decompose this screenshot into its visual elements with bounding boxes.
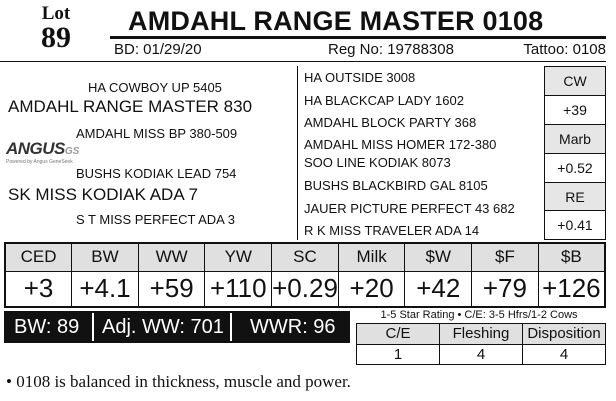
epd-value-bw: +4.1	[72, 271, 139, 307]
pedigree-right-6: BUSHS BLACKBIRD GAL 8105	[304, 178, 488, 193]
epd-header-f-index: $F	[472, 243, 539, 271]
marb-value: +0.52	[545, 154, 605, 183]
rating-header-disposition: Disposition	[523, 324, 606, 345]
epd-header-ww: WW	[138, 243, 205, 271]
dam-sire: BUSHS KODIAK LEAD 754	[76, 166, 237, 181]
epd-header-ced: CED	[5, 243, 72, 271]
cw-label: CW	[545, 67, 605, 96]
epd-value-sc: +0.29	[272, 271, 339, 307]
cw-value: +39	[545, 96, 605, 125]
rating-value-disposition: 4	[523, 344, 606, 365]
dam-dam: S T MISS PERFECT ADA 3	[76, 212, 235, 227]
epd-header-sc: SC	[272, 243, 339, 271]
re-label: RE	[545, 183, 605, 211]
animal-name-title: AMDAHL RANGE MASTER 0108	[128, 6, 544, 36]
lot-number: 89	[41, 21, 71, 54]
pedigree-right-4: AMDAHL MISS HOMER 172-380	[304, 137, 497, 152]
weight-index-box	[4, 311, 350, 343]
lot-box	[16, 4, 96, 54]
info-row	[114, 41, 606, 61]
info-rule	[0, 61, 606, 62]
rating-value-row	[357, 344, 606, 365]
sire: AMDAHL RANGE MASTER 830	[8, 97, 253, 116]
sire-dam: AMDAHL MISS BP 380-509	[76, 126, 238, 141]
pedigree-right-5: SOO LINE KODIAK 8073	[304, 155, 451, 170]
angus-genomics-logo: ANGUSGS Powered by Angus GeneSeek	[6, 139, 80, 165]
pedigree-divider	[297, 66, 298, 240]
epd-header-bw: BW	[72, 243, 139, 271]
adjusted-ww: Adj. WW: 701	[102, 316, 224, 338]
lot-comment: • 0108 is balanced in thickness, muscle and power.	[6, 372, 351, 391]
epd-header-milk: Milk	[338, 243, 405, 271]
epd-header-b-index: $B	[538, 243, 605, 271]
pedigree-right-3: AMDAHL BLOCK PARTY 368	[304, 115, 477, 130]
pedigree-right-2: HA BLACKCAP LADY 1602	[304, 93, 464, 108]
dam: SK MISS KODIAK ADA 7	[8, 185, 198, 204]
epd-value-b-index: +126	[538, 271, 605, 307]
title-rule	[110, 36, 606, 39]
rating-table	[356, 323, 606, 365]
wwr: WWR: 96	[250, 316, 336, 338]
epd-header-yw: YW	[205, 243, 272, 271]
epd-value-ced: +3	[23, 273, 54, 304]
actual-bw: BW: 89	[14, 316, 80, 338]
rating-header-ce: C/E	[357, 324, 440, 345]
epd-table	[4, 242, 606, 308]
rating-value-ce: 1	[393, 345, 403, 363]
rating-header-fleshing: Fleshing	[440, 324, 523, 345]
pedigree-right-1: HA OUTSIDE 3008	[304, 70, 416, 85]
epd-header-w-index: $W	[405, 243, 472, 271]
lot-label: Lot	[41, 3, 71, 24]
epd-value-w-index: +42	[405, 271, 472, 307]
registration-number: Reg No: 19788308	[328, 41, 454, 58]
epd-header-row	[5, 243, 605, 271]
re-value: +0.41	[557, 217, 593, 233]
epd-value-f-index: +79	[472, 271, 539, 307]
birth-date: BD: 01/29/20	[114, 41, 202, 58]
epd-value-milk: +20	[338, 271, 405, 307]
epd-value-ww: +59	[138, 271, 205, 307]
pedigree-right-7: JAUER PICTURE PERFECT 43 682	[304, 201, 515, 216]
epd-value-row	[5, 271, 605, 307]
marb-label: Marb	[545, 125, 605, 154]
rating-value-fleshing: 4	[440, 344, 523, 365]
rating-note: 1-5 Star Rating • C/E: 3-5 Hfrs/1-2 Cows	[380, 309, 578, 321]
index-divider	[92, 313, 94, 341]
epd-value-yw: +110	[205, 271, 272, 307]
sire-sire: HA COWBOY UP 5405	[88, 80, 222, 95]
index-divider	[230, 313, 232, 341]
rating-header-row	[357, 324, 606, 345]
pedigree-right-8: R K MISS TRAVELER ADA 14	[304, 223, 480, 238]
tattoo: Tattoo: 0108	[523, 41, 606, 58]
carcass-epd-box	[544, 66, 606, 240]
